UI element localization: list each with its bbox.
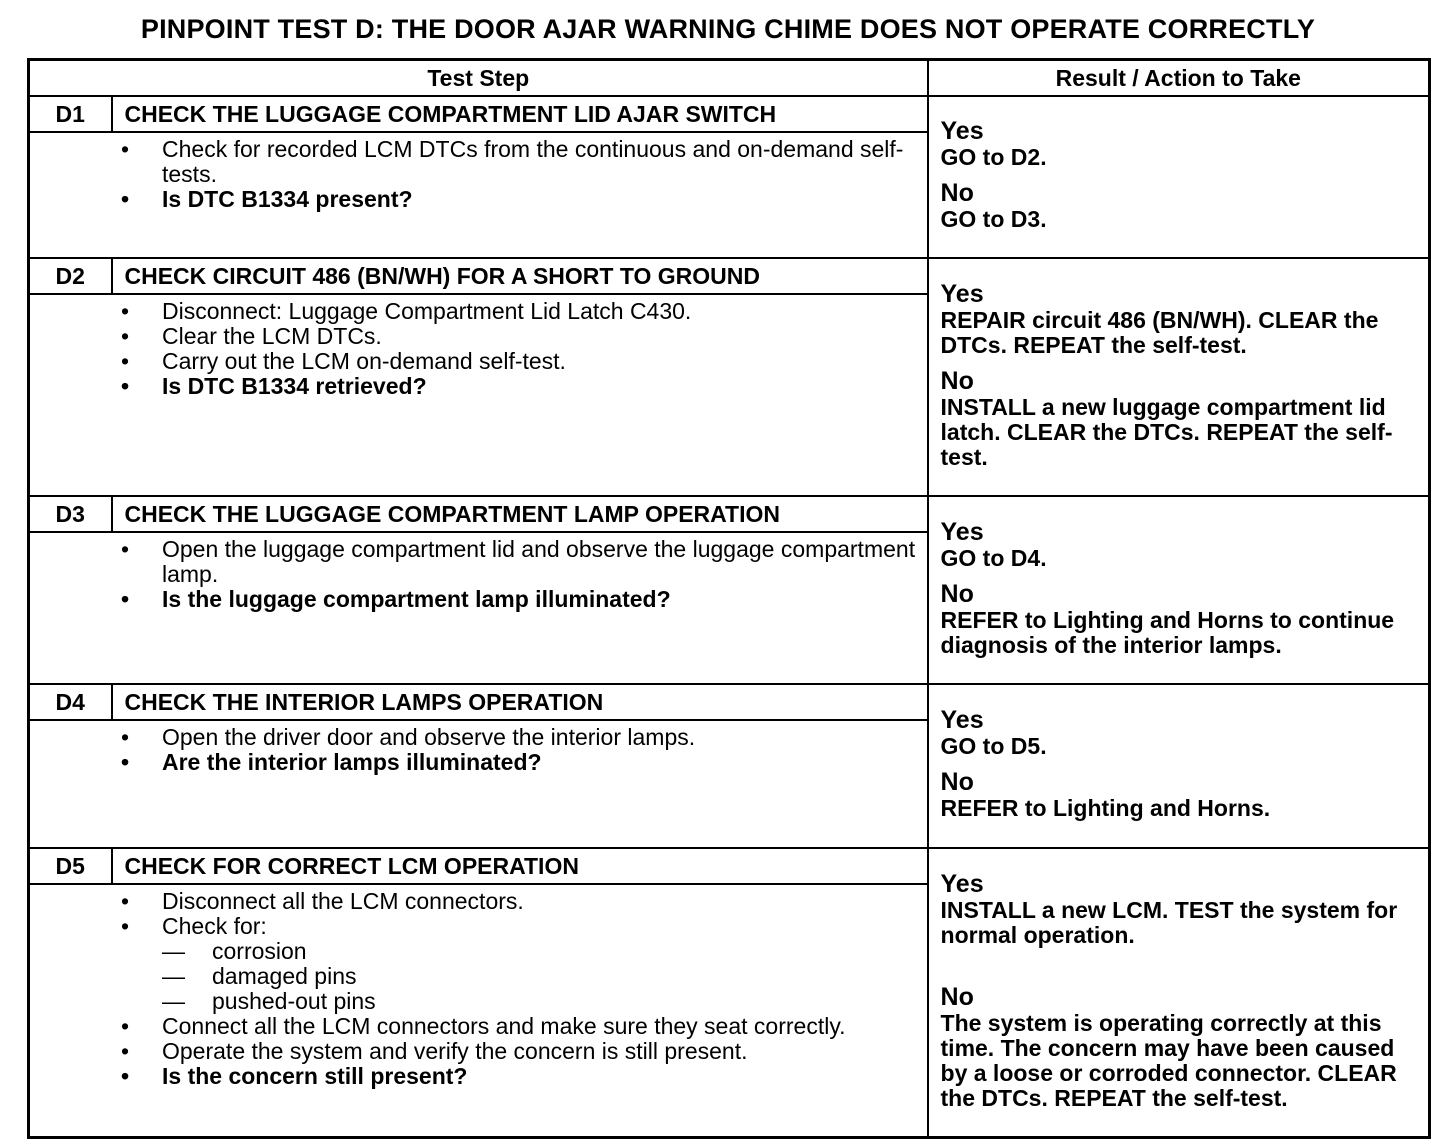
result-cell xyxy=(928,258,1430,496)
list-item xyxy=(30,964,927,989)
list-item xyxy=(30,1064,927,1089)
step-instructions xyxy=(29,884,928,1138)
result-yes xyxy=(941,118,1429,170)
table-header-row xyxy=(29,60,1430,97)
yes-text: GO to xyxy=(940,544,1011,571)
item-text: corrosion xyxy=(212,938,307,964)
no-text: INSTALL a new luggage compartment lid latch. CLEAR the DTCs. REPEAT the self-test. xyxy=(940,393,1393,470)
bullet: — xyxy=(162,963,185,989)
no-label: No xyxy=(940,982,974,1011)
item-text: Is DTC B1334 present? xyxy=(162,186,413,212)
list-item xyxy=(30,187,927,212)
no-label: No xyxy=(940,768,974,796)
bullet: • xyxy=(121,536,130,562)
bullet: • xyxy=(121,1013,130,1039)
instruction-list xyxy=(30,537,927,612)
header-test-step: Test Step xyxy=(29,60,928,97)
step-title-row xyxy=(29,258,1430,294)
yes-action xyxy=(941,734,1429,759)
list-item xyxy=(30,374,927,399)
step-name: CHECK THE LUGGAGE COMPARTMENT LID AJAR SWITCH xyxy=(112,96,928,132)
step-instructions xyxy=(29,294,928,496)
bullet: • xyxy=(121,1038,130,1064)
no-text: The system is operating correctly at this time. The concern may have been caused by a loose or corroded connector. CLEAR the DTCs. REPEAT the self-test. xyxy=(940,1009,1397,1111)
bullet: • xyxy=(121,323,130,349)
header-result: Result / Action to Take xyxy=(928,60,1430,97)
item-text: Is DTC B1334 retrieved? xyxy=(162,373,427,399)
result-no xyxy=(941,368,1429,470)
item-text: pushed-out pins xyxy=(212,988,376,1014)
item-text: Is the concern still present? xyxy=(162,1063,468,1089)
step-title-row xyxy=(29,496,1430,532)
list-item xyxy=(30,914,927,939)
result-yes xyxy=(941,707,1429,759)
no-action xyxy=(941,207,1429,232)
item-text: Check for: xyxy=(162,913,267,939)
yes-label: Yes xyxy=(940,706,984,734)
item-text: Connect all the LCM connectors and make sure they seat correctly. xyxy=(162,1013,846,1039)
yes-label: Yes xyxy=(940,279,984,308)
list-item xyxy=(30,324,927,349)
step-instructions xyxy=(29,132,928,258)
result-cell xyxy=(928,96,1430,258)
item-text: Is the luggage compartment lamp illuminated? xyxy=(162,586,671,612)
no-text: GO to xyxy=(940,206,1011,232)
step-name: CHECK FOR CORRECT LCM OPERATION xyxy=(112,848,928,884)
no-action xyxy=(941,796,1429,821)
yes-step-ref: D4 xyxy=(1010,544,1041,571)
no-action xyxy=(941,1011,1429,1111)
no-action xyxy=(941,395,1429,470)
step-name: CHECK THE LUGGAGE COMPARTMENT LAMP OPERATION xyxy=(112,496,928,532)
pinpoint-test-table xyxy=(27,58,1431,1139)
bullet: • xyxy=(121,749,130,775)
result-cell xyxy=(928,684,1430,848)
step-title-row xyxy=(29,684,1430,720)
yes-action xyxy=(941,546,1429,571)
result-no xyxy=(941,180,1429,232)
instruction-list xyxy=(30,889,927,1089)
yes-end: . xyxy=(1040,544,1047,571)
bullet: • xyxy=(121,136,130,162)
no-end: . xyxy=(1040,206,1047,232)
step-title-row xyxy=(29,96,1430,132)
no-step-ref: D3 xyxy=(1010,206,1041,232)
yes-text: REPAIR circuit 486 (BN/WH). CLEAR the DTCs. REPEAT the self-test. xyxy=(940,306,1379,358)
result-no xyxy=(941,769,1429,821)
yes-text: INSTALL a new LCM. TEST the system for normal operation. xyxy=(940,896,1398,948)
yes-label: Yes xyxy=(940,117,984,145)
yes-action xyxy=(941,898,1429,948)
bullet: • xyxy=(121,298,130,324)
step-instructions xyxy=(29,720,928,848)
item-text: Check for recorded LCM DTCs from the continuous and on-demand self-tests. xyxy=(162,136,904,187)
yes-text: GO to xyxy=(940,144,1011,170)
yes-label: Yes xyxy=(940,869,984,898)
item-text: Are the interior lamps illuminated? xyxy=(162,749,542,775)
result-yes xyxy=(941,281,1429,358)
instruction-list xyxy=(30,137,927,212)
step-title-row xyxy=(29,848,1430,884)
bullet: • xyxy=(121,186,130,212)
yes-label: Yes xyxy=(940,517,984,546)
item-text: Open the driver door and observe the interior lamps. xyxy=(162,724,696,750)
yes-text: GO to xyxy=(940,733,1011,759)
yes-end: . xyxy=(1040,144,1047,170)
no-label: No xyxy=(940,366,974,395)
item-text: Disconnect all the LCM connectors. xyxy=(162,888,524,914)
list-item xyxy=(30,349,927,374)
result-no xyxy=(941,581,1429,658)
list-item xyxy=(30,939,927,964)
no-label: No xyxy=(940,579,974,608)
list-item xyxy=(30,137,927,187)
step-name: CHECK THE INTERIOR LAMPS OPERATION xyxy=(112,684,928,720)
item-text: damaged pins xyxy=(212,963,357,989)
result-cell xyxy=(928,848,1430,1138)
instruction-list xyxy=(30,725,927,775)
step-id: D2 xyxy=(29,258,112,294)
bullet: — xyxy=(162,938,185,964)
bullet: — xyxy=(162,988,185,1014)
bullet: • xyxy=(121,348,130,374)
step-instructions xyxy=(29,532,928,684)
item-text: Disconnect: Luggage Compartment Lid Latch C430. xyxy=(162,298,692,324)
list-item xyxy=(30,725,927,750)
bullet: • xyxy=(121,724,130,750)
list-item xyxy=(30,587,927,612)
result-cell xyxy=(928,496,1430,684)
item-text: Clear the LCM DTCs. xyxy=(162,323,382,349)
step-name: CHECK CIRCUIT 486 (BN/WH) FOR A SHORT TO GROUND xyxy=(112,258,928,294)
yes-end: . xyxy=(1040,733,1047,759)
step-id: D4 xyxy=(29,684,112,720)
item-text: Operate the system and verify the concern is still present. xyxy=(162,1038,748,1064)
bullet: • xyxy=(121,888,130,914)
step-id: D3 xyxy=(29,496,112,532)
bullet: • xyxy=(121,586,130,612)
step-id: D1 xyxy=(29,96,112,132)
yes-action xyxy=(941,308,1429,358)
list-item xyxy=(30,299,927,324)
list-item xyxy=(30,1039,927,1064)
result-yes xyxy=(941,519,1429,571)
item-text: Carry out the LCM on-demand self-test. xyxy=(162,348,566,374)
list-item xyxy=(30,537,927,587)
no-label: No xyxy=(940,179,974,207)
item-text: Open the luggage compartment lid and observe the luggage compartment lamp. xyxy=(162,536,916,587)
instruction-list xyxy=(30,299,927,399)
list-item xyxy=(30,1014,927,1039)
list-item xyxy=(30,750,927,775)
no-text: REFER to Lighting and Horns to continue diagnosis of the interior lamps. xyxy=(940,606,1395,658)
result-no xyxy=(941,984,1429,1111)
yes-step-ref: D2 xyxy=(1010,144,1041,170)
page-title: PINPOINT TEST D: THE DOOR AJAR WARNING CHIME DOES NOT OPERATE CORRECTLY xyxy=(140,14,1316,44)
bullet: • xyxy=(121,1063,130,1089)
list-item xyxy=(30,889,927,914)
bullet: • xyxy=(121,913,130,939)
no-text: REFER to Lighting and Horns. xyxy=(940,795,1271,821)
result-yes xyxy=(941,871,1429,948)
bullet: • xyxy=(121,373,130,399)
step-id: D5 xyxy=(29,848,112,884)
yes-action xyxy=(941,145,1429,170)
no-action xyxy=(941,608,1429,658)
list-item xyxy=(30,989,927,1014)
yes-step-ref: D5 xyxy=(1010,733,1041,759)
